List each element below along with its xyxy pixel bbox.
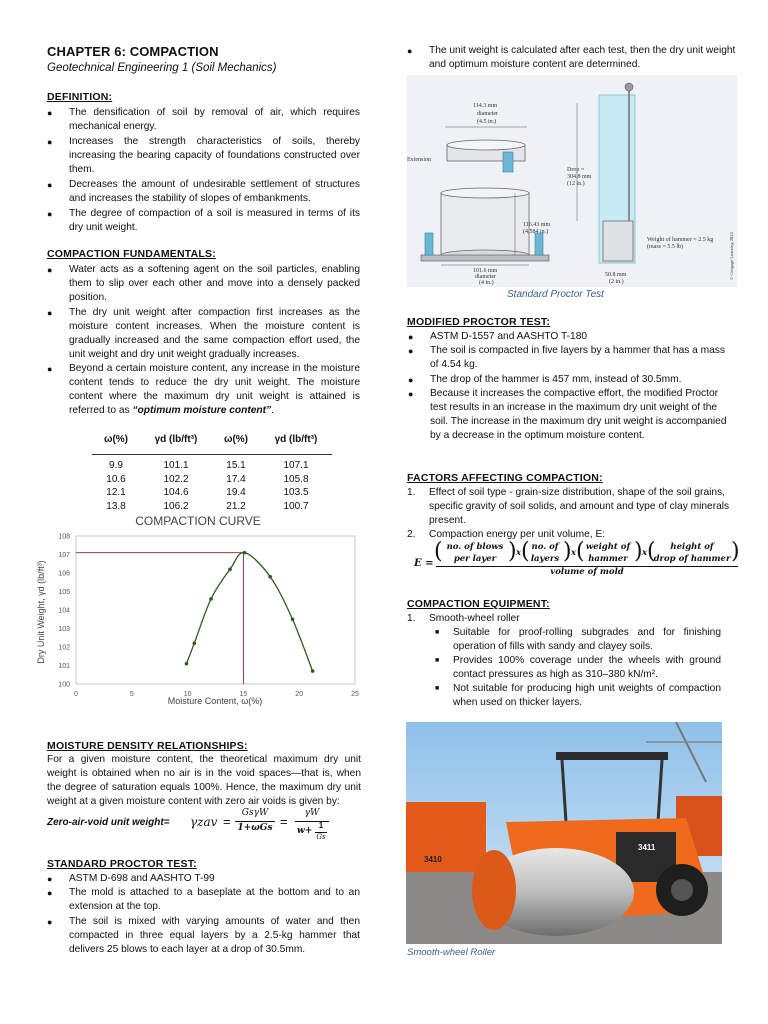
plot-frame bbox=[76, 536, 355, 684]
label-height: (4.584 in.) bbox=[523, 229, 549, 235]
term3-top: weight of bbox=[585, 542, 631, 552]
frac3-den: Gs bbox=[316, 833, 326, 841]
bullet-icon: ● bbox=[407, 46, 413, 56]
label-base: diameter bbox=[475, 274, 496, 280]
list-number: 1. bbox=[407, 487, 416, 498]
bullet-icon: ● bbox=[47, 209, 53, 219]
table-header: γd (lb/ft³) bbox=[140, 424, 212, 455]
equipment-subitem: ■ Not suitable for producing high unit weights of compaction when used on thicker layers. bbox=[435, 683, 721, 708]
moisture-heading: MOISTURE DENSITY RELATIONSHIPS: bbox=[47, 740, 248, 752]
data-point bbox=[209, 597, 213, 601]
y-tick-label: 107 bbox=[58, 552, 70, 559]
table-row bbox=[92, 500, 332, 514]
table-cell: 12.1 bbox=[106, 487, 126, 499]
definition-heading: DEFINITION: bbox=[47, 91, 113, 103]
label-extension: Extension bbox=[407, 157, 431, 163]
y-tick-label: 106 bbox=[58, 570, 70, 578]
term3-bot: hammer bbox=[588, 554, 628, 564]
term1-top: no. of blows bbox=[446, 542, 504, 552]
y-tick-label: 101 bbox=[58, 663, 70, 670]
definition-item: ● The densification of soil by removal of air, which requires mechanical energy. bbox=[47, 107, 360, 132]
bullet-icon: ● bbox=[47, 874, 53, 884]
factors-heading: FACTORS AFFECTING COMPACTION: bbox=[407, 472, 603, 484]
frac2-den-w: w+ bbox=[297, 826, 313, 836]
definition-item: ● The degree of compaction of a soil is measured in terms of its dry unit weight. bbox=[47, 208, 360, 233]
frac1-den: 1+ωGs bbox=[237, 823, 273, 833]
hammer-weight bbox=[603, 221, 633, 261]
hammer-handle bbox=[625, 83, 633, 91]
omc-term: “optimum moisture content” bbox=[132, 405, 272, 416]
data-point bbox=[228, 568, 232, 572]
standard-item: ● The mold is attached to a baseplate at the bottom and to an extension at the top. bbox=[47, 887, 360, 912]
paren-close: ) bbox=[563, 539, 572, 564]
formula-label: Zero-air-void unit weight= bbox=[47, 817, 170, 828]
modified-item: ● Because it increases the compactive effort, the modified Proctor test results in an increase in the maximum dry unit weight of the soil. The increase in the maximum dry unit weight is accompanied by a decrease in the optimum moisture content. bbox=[408, 388, 727, 441]
table-cell: 21.2 bbox=[226, 500, 246, 512]
table-header-row bbox=[92, 424, 332, 455]
table-row bbox=[92, 486, 332, 500]
table-cell: 106.2 bbox=[163, 500, 189, 512]
mold-body bbox=[441, 193, 529, 255]
frac2-num: γW bbox=[304, 808, 320, 818]
table-cell: 103.5 bbox=[283, 487, 309, 499]
bullet-icon: ● bbox=[408, 346, 414, 356]
label-drop: 304.8 mm bbox=[567, 174, 592, 180]
paren-open: ( bbox=[434, 539, 443, 564]
clamp-left bbox=[425, 233, 433, 255]
equals-sign: = bbox=[223, 814, 231, 829]
square-bullet-icon: ■ bbox=[435, 657, 440, 664]
definition-item: ● Decreases the amount of undesirable settlement of structures and increases the stability of slopes of embankments. bbox=[47, 179, 360, 204]
term2-top: no. of bbox=[531, 542, 559, 552]
x-tick-label: 5 bbox=[129, 691, 134, 698]
label-base: (4 in.) bbox=[479, 280, 494, 286]
square-bullet-icon: ■ bbox=[435, 685, 440, 692]
equals-sign: = bbox=[280, 814, 288, 829]
paren-open: ( bbox=[521, 539, 530, 564]
equipment-subitem: ■ Suitable for proof-rolling subgrades and for finishing operation of fills with sandy and clayey soils. bbox=[435, 627, 721, 652]
chart-xlabel: Moisture Content, ω(%) bbox=[167, 696, 263, 706]
label-drop: Drop = bbox=[567, 167, 585, 173]
table-cell: 102.2 bbox=[163, 473, 189, 485]
calc-item: ● The unit weight is calculated after each test, then the dry unit weight and optimum moisture content are determined. bbox=[407, 45, 736, 70]
roller-caption: Smooth-wheel Roller bbox=[407, 947, 496, 958]
y-tick-label: 104 bbox=[58, 607, 70, 615]
table-cell: 15.1 bbox=[226, 460, 246, 472]
label-hammer-dia: (2 in.) bbox=[609, 279, 624, 285]
label-diameter: (4.5 in.) bbox=[477, 119, 497, 125]
bullet-icon: ● bbox=[47, 917, 53, 927]
data-point bbox=[268, 575, 272, 579]
smooth-wheel-roller-photo bbox=[406, 722, 722, 944]
term2-bot: layers bbox=[530, 554, 560, 564]
formula-lhs: γzav bbox=[190, 815, 218, 829]
data-point bbox=[311, 669, 315, 673]
modified-item: ● The soil is compacted in five layers by a hammer that has a mass of 4.54 kg. bbox=[408, 345, 725, 370]
zav-formula bbox=[47, 808, 361, 844]
table-cell: 104.6 bbox=[163, 487, 189, 499]
mold-top bbox=[441, 188, 529, 198]
y-tick-label: 103 bbox=[58, 626, 70, 633]
bullet-icon: ● bbox=[47, 180, 53, 190]
table-header: ω(%) bbox=[92, 424, 140, 455]
baseplate bbox=[421, 255, 549, 261]
compaction-table bbox=[92, 424, 332, 513]
x-tick-label: 10 bbox=[183, 691, 192, 698]
data-point bbox=[192, 642, 196, 646]
extension-clamp bbox=[503, 152, 513, 172]
y-tick-label: 102 bbox=[58, 644, 70, 652]
compaction-chart bbox=[32, 512, 362, 712]
bullet-icon: ● bbox=[47, 888, 53, 898]
label-weight: (mass = 5.5 lb) bbox=[647, 244, 684, 250]
energy-den: volume of mold bbox=[550, 567, 624, 577]
bullet-icon: ● bbox=[408, 389, 414, 399]
label-diameter: 114.3 mm bbox=[473, 103, 498, 109]
table-row bbox=[92, 473, 332, 487]
clamp-right bbox=[535, 233, 543, 255]
standard-item: ● ASTM D-698 and AASHTO T-99 bbox=[47, 873, 215, 884]
modified-item: ● ASTM D-1557 and AASHTO T-180 bbox=[408, 331, 588, 342]
square-bullet-icon: ■ bbox=[435, 629, 440, 636]
modified-heading: MODIFIED PROCTOR TEST: bbox=[407, 316, 551, 328]
fundamentals-item: ● Water acts as a softening agent on the soil particles, enabling them to slip over each other and move into a densely packed position. bbox=[47, 264, 360, 303]
times-sign: x bbox=[516, 548, 522, 558]
times-sign: x bbox=[642, 548, 648, 558]
paren-close: ) bbox=[634, 539, 643, 564]
label-weight: Weight of hammer = 2.5 kg bbox=[647, 237, 714, 243]
bullet-icon: ● bbox=[408, 375, 414, 385]
x-tick-label: 25 bbox=[351, 691, 359, 698]
frac1-num: GsγW bbox=[241, 808, 269, 818]
fundamentals-item: ● Beyond a certain moisture content, any increase in the moisture content tends to reduce the dry unit weight. The moisture content where the maximum dry unit weight is attained is referred to as “optimum moisture content”. bbox=[47, 363, 360, 416]
bullet-icon: ● bbox=[408, 332, 414, 342]
table-cell: 105.8 bbox=[283, 473, 309, 485]
table-cell: 107.1 bbox=[283, 460, 309, 472]
modified-item: ● The drop of the hammer is 457 mm, instead of 30.5mm. bbox=[408, 374, 682, 385]
paren-open: ( bbox=[576, 539, 585, 564]
standard-item: ● The soil is mixed with varying amounts of water and then compacted in three equal layers by a 2.5-kg hammer that delivers 25 blows to each layer at a drop of 30.5mm. bbox=[47, 916, 360, 955]
moisture-paragraph: For a given moisture content, the theoretical maximum dry unit weight is obtained when no air is in the void spaces—that is, when the degree of saturation equals 100%. Hence, the maximum dry unit weight at a given moisture content with zero air voids is given by: bbox=[47, 754, 361, 807]
table-header: γd (lb/ft³) bbox=[260, 424, 332, 455]
roller-number: 3410 bbox=[424, 855, 442, 864]
factors-item: 2. Compaction energy per unit volume, E: bbox=[407, 529, 606, 540]
page-title: CHAPTER 6: COMPACTION bbox=[47, 44, 219, 59]
label-drop: (12 in.) bbox=[567, 181, 585, 187]
frac1-bar bbox=[235, 821, 275, 822]
table-row bbox=[92, 459, 332, 473]
fundamentals-heading: COMPACTION FUNDAMENTALS: bbox=[47, 248, 216, 260]
frac3-num: 1 bbox=[318, 821, 324, 830]
chart-title: COMPACTION CURVE bbox=[135, 514, 261, 528]
table-cell: 9.9 bbox=[109, 460, 123, 472]
chart-ylabel: Dry Unit Weight, γd (lb/ft³) bbox=[36, 560, 46, 664]
x-tick-label: 15 bbox=[239, 691, 248, 698]
y-tick-label: 108 bbox=[58, 533, 70, 541]
label-height: 116.43 mm bbox=[523, 222, 551, 228]
roller-canopy bbox=[556, 752, 668, 760]
label-diameter: diameter bbox=[477, 111, 498, 117]
term4-top: height of bbox=[670, 542, 714, 552]
y-tick-label: 105 bbox=[58, 589, 70, 596]
equipment-item: 1. Smooth-wheel roller bbox=[407, 613, 520, 624]
table-cell: 13.8 bbox=[106, 500, 126, 512]
term4-bot: drop of hammer bbox=[653, 554, 731, 564]
definition-item: ● Increases the strength characteristics of soils, thereby increasing the bearing capacity of foundations constructed over them. bbox=[47, 136, 360, 175]
energy-lhs: E = bbox=[414, 558, 434, 569]
paren-close: ) bbox=[508, 539, 517, 564]
data-point bbox=[291, 617, 295, 621]
label-base: 101.6 mm bbox=[473, 268, 498, 274]
equipment-subitem: ■ Provides 100% coverage under the wheels with ground contact pressures as high as 310–380 kN/m². bbox=[435, 655, 721, 680]
term1-bot: per layer bbox=[453, 554, 497, 564]
table-cell: 101.1 bbox=[163, 460, 189, 472]
times-sign: x bbox=[571, 548, 577, 558]
table-cell: 10.6 bbox=[106, 473, 126, 485]
table-cell: 100.7 bbox=[283, 500, 309, 512]
proctor-caption: Standard Proctor Test bbox=[507, 289, 604, 300]
equipment-heading: COMPACTION EQUIPMENT: bbox=[407, 598, 550, 610]
table-cell: 19.4 bbox=[226, 487, 246, 499]
list-number: 2. bbox=[407, 529, 416, 540]
data-point bbox=[243, 551, 247, 555]
table-header: ω(%) bbox=[212, 424, 260, 455]
paren-open: ( bbox=[647, 539, 656, 564]
proctor-test-figure bbox=[407, 75, 737, 287]
data-point bbox=[185, 662, 189, 666]
x-tick-label: 20 bbox=[295, 691, 304, 698]
extension-top bbox=[447, 140, 525, 150]
bullet-icon: ● bbox=[47, 364, 53, 374]
bullet-icon: ● bbox=[47, 108, 53, 118]
label-hammer-dia: 50.8 mm bbox=[605, 272, 627, 278]
table-cell: 17.4 bbox=[226, 473, 246, 485]
standard-heading: STANDARD PROCTOR TEST: bbox=[47, 858, 197, 870]
page-subtitle: Geotechnical Engineering 1 (Soil Mechanics) bbox=[47, 62, 277, 74]
y-tick-label: 100 bbox=[58, 681, 70, 689]
bullet-icon: ● bbox=[47, 137, 53, 147]
compaction-curve-line bbox=[186, 553, 312, 672]
roller-number: 3411 bbox=[638, 843, 656, 852]
list-number: 1. bbox=[407, 613, 416, 624]
fundamentals-item: ● The dry unit weight after compaction first increases as the moisture content increases. When the moisture content is gradually increased and the same compaction effort used, the unit weight and dry unit weight gradually increases. bbox=[47, 307, 360, 360]
factors-item: 1. Effect of soil type - grain-size distribution, shape of the soil grains, specific gravity of soil solids, and amount and type of clay minerals present. bbox=[407, 487, 730, 526]
bullet-icon: ● bbox=[47, 265, 53, 275]
paren-close: ) bbox=[731, 539, 740, 564]
bullet-icon: ● bbox=[47, 308, 53, 318]
energy-formula bbox=[410, 541, 740, 581]
background-roller bbox=[406, 802, 486, 872]
copyright-text: © Cengage Learning 2014 bbox=[729, 232, 734, 280]
x-tick-label: 0 bbox=[74, 691, 78, 698]
